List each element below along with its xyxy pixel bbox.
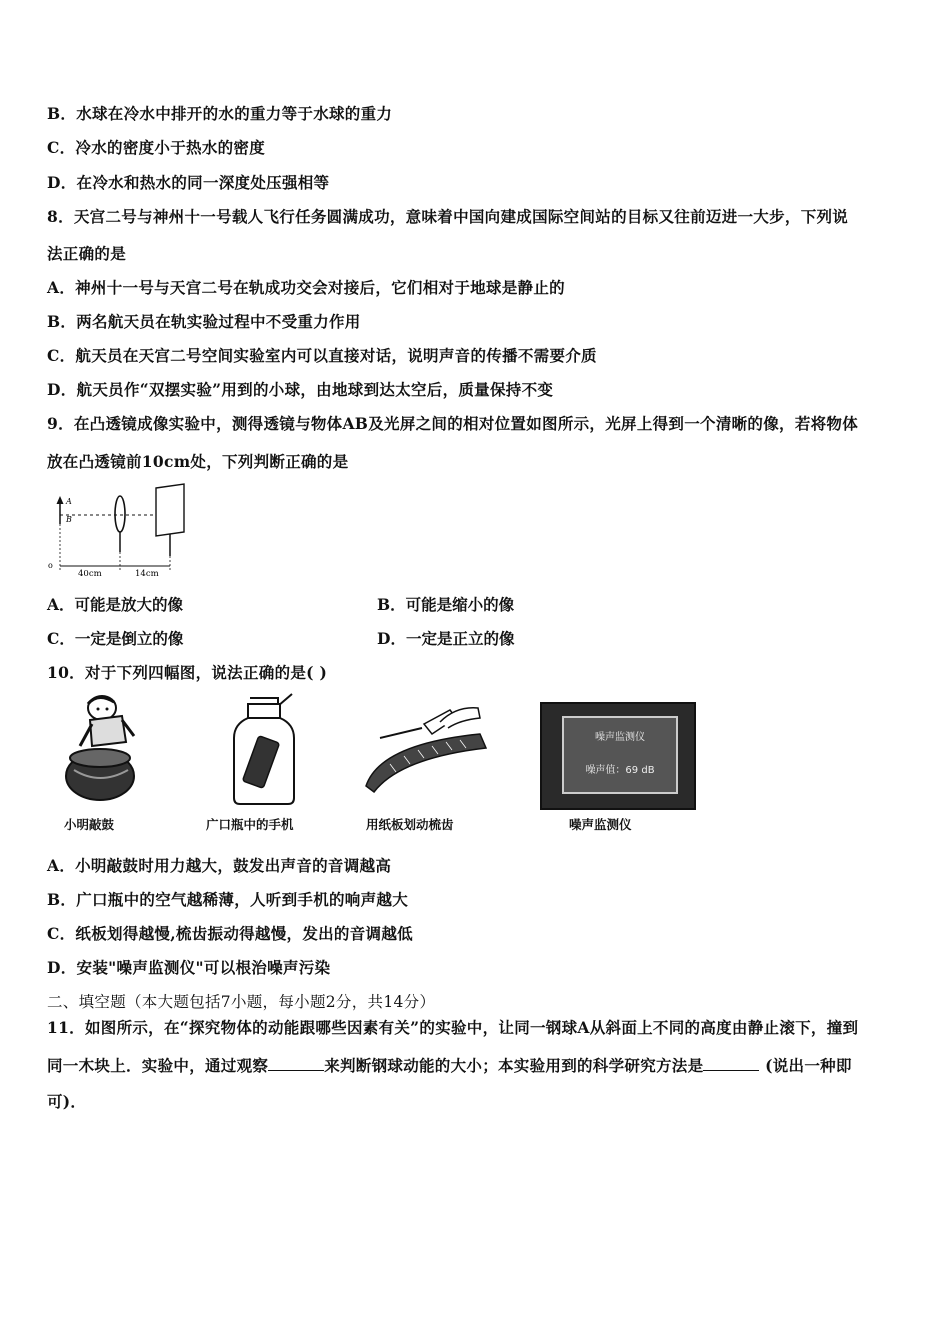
q11-stem-line2 [47, 1054, 852, 1076]
q10-option-a: A．小明敲鼓时用力越大，鼓发出声音的音调越高 [47, 856, 392, 875]
q8-stem-line1: 8．天宫二号与神州十一号载人飞行任务圆满成功，意味着中国向建成国际空间站的目标又往前迈进一大步，下列说 [47, 207, 849, 226]
phone-in-jar-image [222, 690, 312, 810]
q7-option-b: B．水球在冷水中排开的水的重力等于水球的重力 [47, 104, 393, 123]
q10-option-b: B．广口瓶中的空气越稀薄，人听到手机的响声越大 [47, 890, 409, 909]
lens-experiment-figure [44, 478, 204, 580]
distance-40cm: 40cm [78, 569, 102, 579]
q8-option-d: D．航天员作“双摆实验”用到的小球，由地球到达太空后，质量保持不变 [47, 380, 554, 399]
label-b: B [66, 515, 72, 524]
q7-option-d: D．在冷水和热水的同一深度处压强相等 [47, 173, 330, 192]
object-arrowhead [57, 496, 64, 504]
caption-cardboard-comb: 用纸板划动梳齿 [366, 817, 454, 832]
q11-stem-line3: 可)． [47, 1092, 87, 1111]
caption-noise-monitor: 噪声监测仪 [569, 817, 632, 832]
q7-option-c: C．冷水的密度小于热水的密度 [47, 138, 266, 157]
answer-blank-2[interactable] [703, 1056, 759, 1071]
q8-option-a: A．神州十一号与天宫二号在轨成功交会对接后，它们相对于地球是静止的 [47, 278, 565, 297]
q9-option-b: B．可能是缩小的像 [377, 595, 515, 614]
q11-stem-part2: 来判断钢球动能的大小；本实验用到的科学研究方法是 [324, 1056, 704, 1075]
noise-monitor-reading: 噪声值：69 dB [585, 765, 655, 776]
boy-drumming-image [60, 690, 160, 810]
q9-stem-line1: 9．在凸透镜成像实验中，测得透镜与物体AB及光屏之间的相对位置如图所示，光屏上得到一个清晰的像，若将物体 [47, 414, 859, 433]
q9-stem-line2: 放在凸透镜前10cm处，下列判断正确的是 [47, 452, 349, 471]
convex-lens [115, 496, 125, 532]
distance-14cm: 14cm [135, 569, 159, 579]
q10-option-d: D．安装"噪声监测仪"可以根治噪声污染 [47, 958, 331, 977]
label-o: o [48, 561, 53, 570]
q8-stem-line2: 法正确的是 [47, 244, 127, 263]
caption-phone-in-jar: 广口瓶中的手机 [206, 817, 294, 832]
q10-stem: 10．对于下列四幅图，说法正确的是( ) [47, 663, 328, 682]
q9-option-a: A．可能是放大的像 [47, 595, 184, 614]
q9-option-d: D．一定是正立的像 [377, 629, 515, 648]
caption-boy-drumming: 小明敲鼓 [64, 817, 115, 832]
light-screen [156, 484, 184, 536]
q9-option-c: C．一定是倒立的像 [47, 629, 184, 648]
answer-blank-1[interactable] [268, 1056, 324, 1071]
cardboard-comb-image [360, 700, 490, 800]
q10-option-c: C．纸板划得越慢,梳齿振动得越慢，发出的音调越低 [47, 924, 413, 943]
q11-stem-line1: 11．如图所示，在“探究物体的动能跟哪些因素有关”的实验中，让同一钢球A从斜面上不同的高度由静止滚下，撞到 [47, 1018, 859, 1037]
q11-stem-part3: (说出一种即 [765, 1056, 852, 1075]
noise-monitor-image [540, 702, 696, 810]
q8-option-c: C．航天员在天宫二号空间实验室内可以直接对话，说明声音的传播不需要介质 [47, 346, 597, 365]
noise-monitor-screen [562, 716, 678, 794]
noise-monitor-title: 噪声监测仪 [595, 732, 645, 743]
section-fill-in-title: 二、填空题（本大题包括7小题，每小题2分，共14分） [47, 993, 436, 1011]
label-a: A [66, 497, 72, 506]
q8-option-b: B．两名航天员在轨实验过程中不受重力作用 [47, 312, 361, 331]
q11-stem-part1: 同一木块上．实验中，通过观察 [47, 1056, 269, 1075]
